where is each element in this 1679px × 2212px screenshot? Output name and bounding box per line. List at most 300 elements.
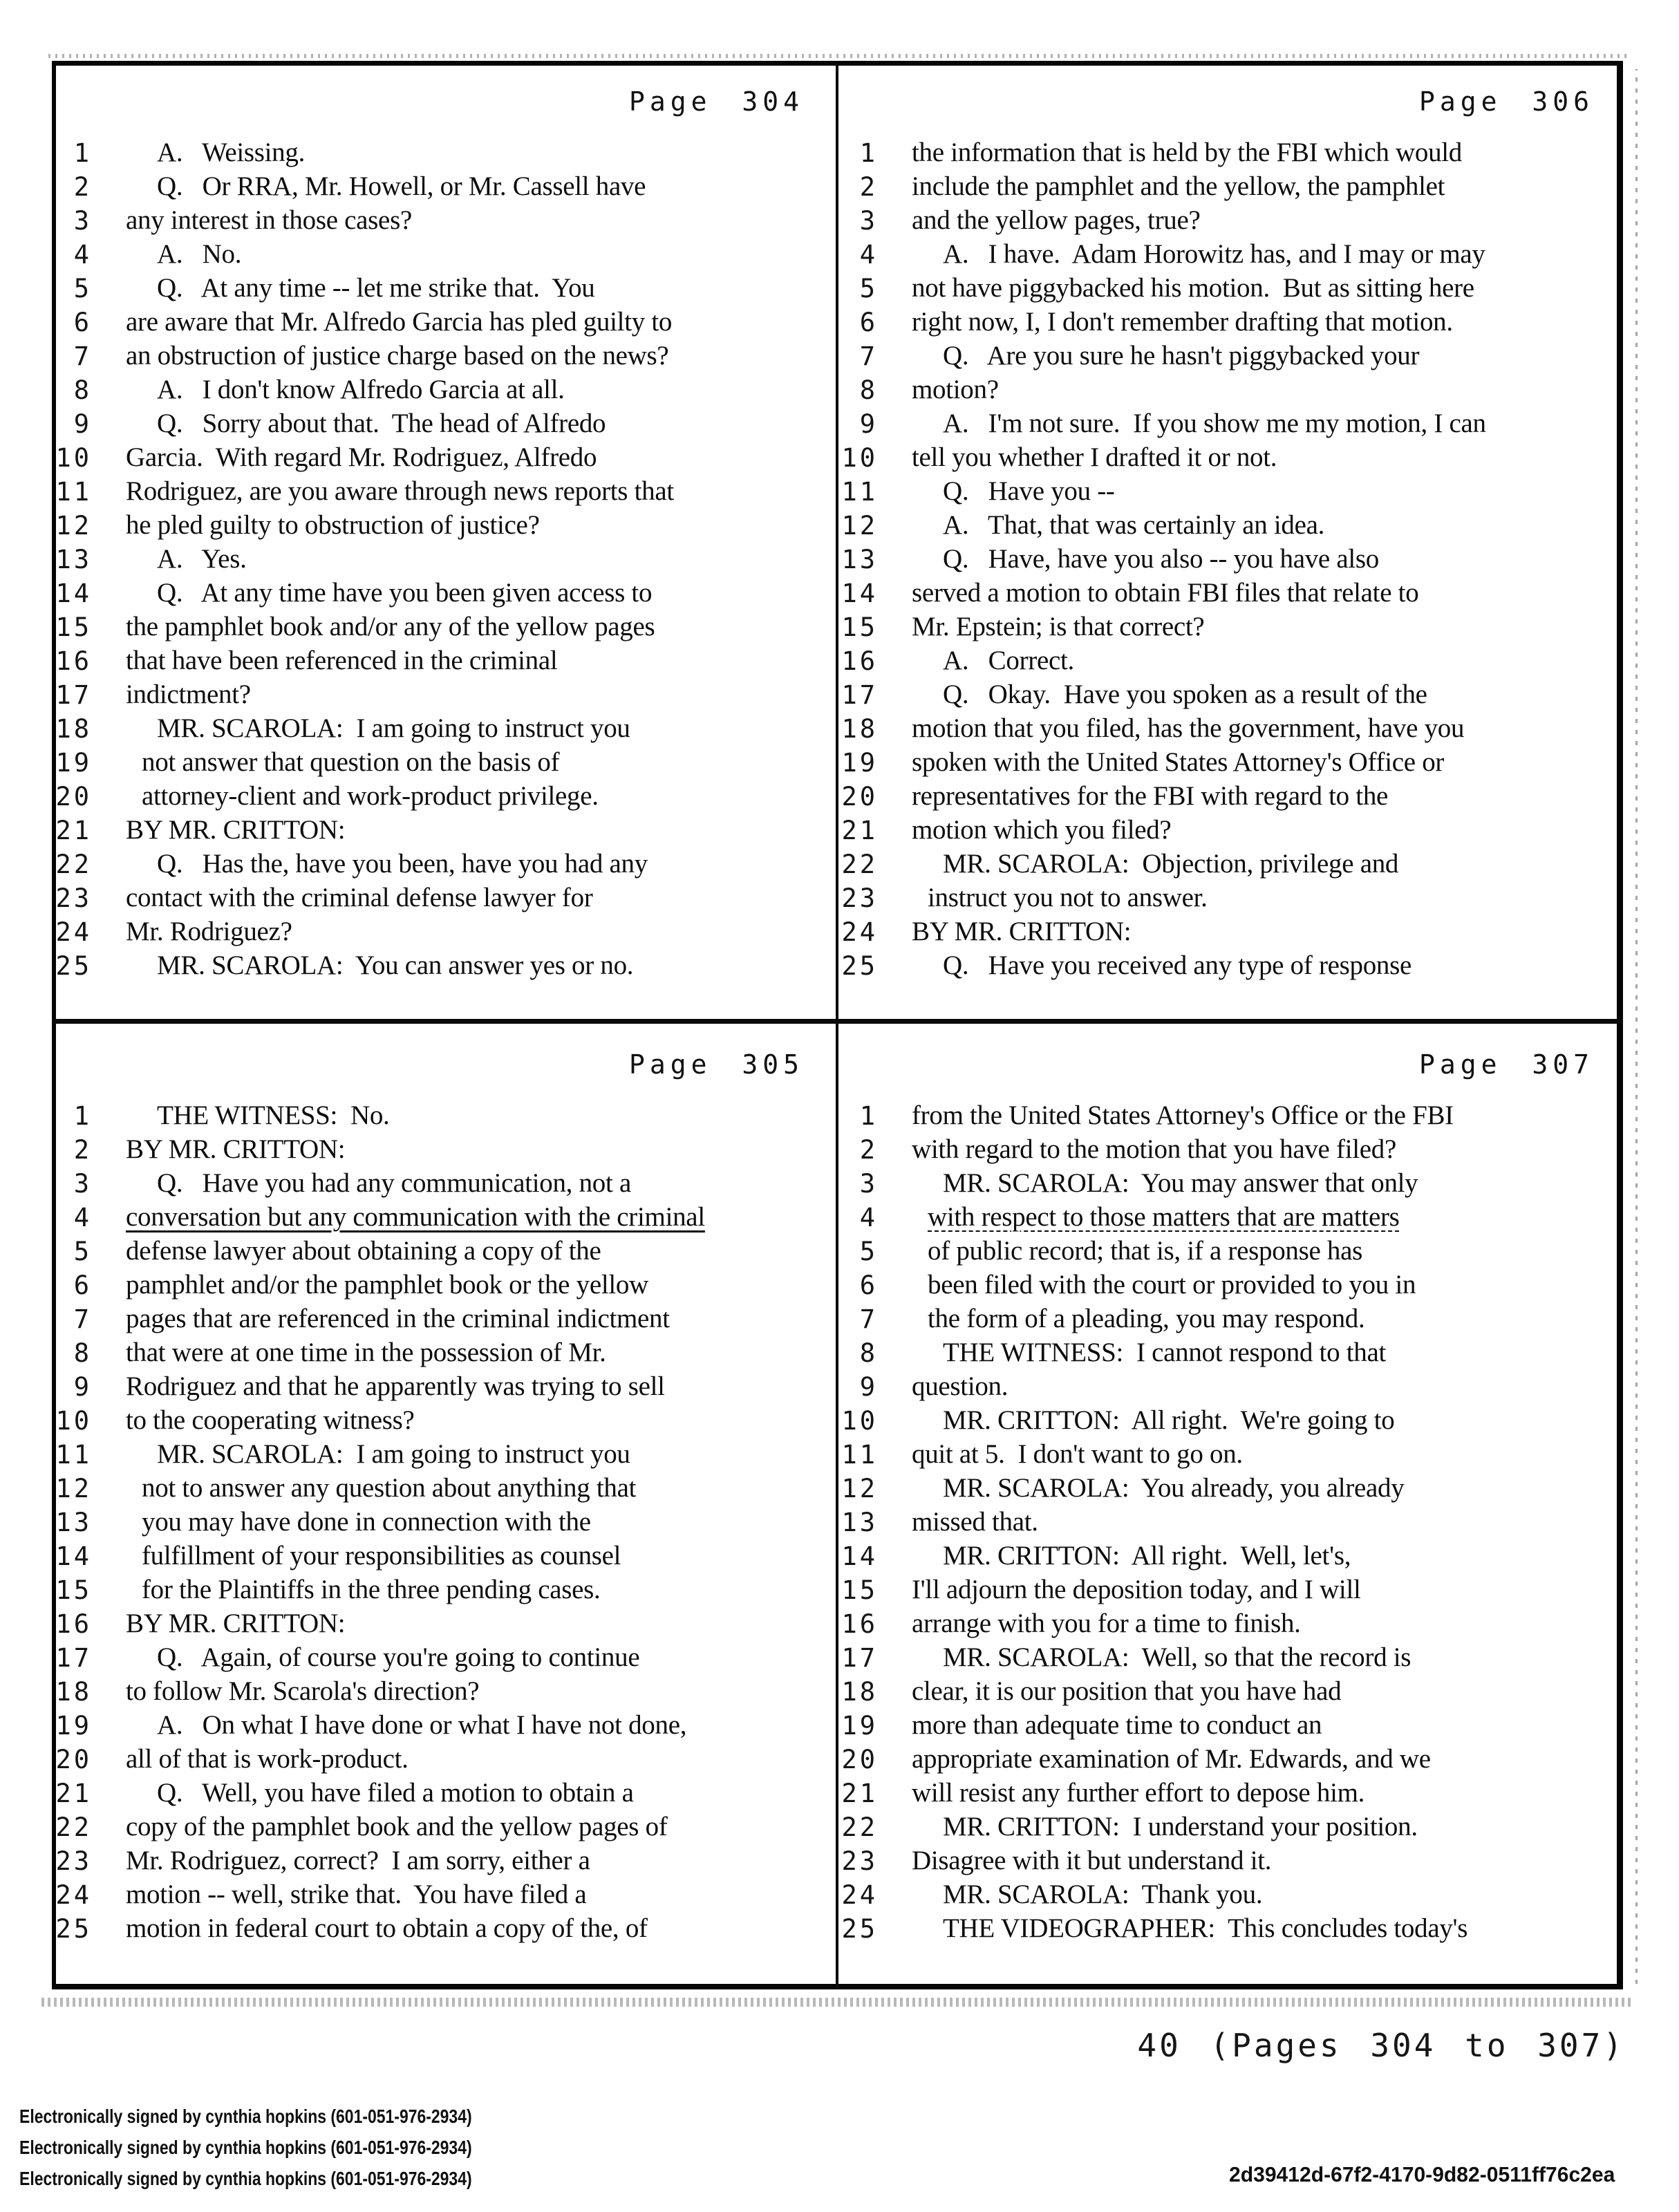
line-number: 17 [55,680,92,710]
transcript-line-text: A. I don't know Alfredo Garcia at all. [157,375,565,404]
line-number: 4 [859,240,878,270]
transcript-line [841,1880,1623,1912]
transcript-line-text: Q. At any time have you been given access to [157,578,653,608]
transcript-line-text: arrange with you for a time to finish. [912,1609,1301,1638]
transcript-line [55,816,833,847]
folio-page-label: 40 (Pages 304 to 307) [1137,2027,1625,2064]
transcript-line [841,375,1623,407]
line-number: 6 [73,1271,92,1300]
scan-noise-band-bottom [41,1998,1631,2007]
page-number-header: Page 305 [628,1049,804,1080]
line-number: 8 [73,375,92,405]
transcript-line [841,1575,1623,1607]
line-number: 18 [841,714,878,744]
line-number: 25 [841,951,878,981]
line-number: 1 [73,138,92,168]
transcript-line-text: the pamphlet book and/or any of the yellow pages [126,612,655,641]
transcript-line-text: motion? [912,375,999,404]
transcript-line [55,850,833,881]
transcript-line [841,409,1623,441]
line-number: 13 [841,545,878,574]
transcript-line [841,1609,1623,1641]
transcript-line-text: instruct you not to answer. [928,883,1208,912]
transcript-line [841,612,1623,644]
transcript-line [55,646,833,678]
transcript-line [841,1372,1623,1404]
transcript-line-text: Q. Has the, have you been, have you had any [157,849,648,879]
transcript-line-text: not answer that question on the basis of [142,747,560,777]
transcript-line-text: copy of the pamphlet book and the yellow pages of [126,1812,668,1841]
transcript-line [841,1643,1623,1675]
line-number: 2 [859,1135,878,1165]
line-number: 9 [73,1372,92,1402]
transcript-line-text: to the cooperating witness? [126,1405,415,1435]
transcript-line-text: Disagree with it but understand it. [912,1846,1272,1875]
transcript-line-text: motion in federal court to obtain a copy of the, of [126,1913,648,1943]
transcript-line-text: Q. Again, of course you're going to continue [157,1642,640,1672]
transcript-line-text: Q. Are you sure he hasn't piggybacked your [943,341,1420,371]
transcript-line-text: pages that are referenced in the criminal indictment [126,1304,670,1333]
transcript-line [841,308,1623,339]
line-number: 19 [841,1711,878,1741]
transcript-line [841,1271,1623,1302]
line-number: 5 [859,274,878,303]
transcript-line-text: for the Plaintiffs in the three pending cases. [142,1575,601,1604]
transcript-line-text: fulfillment of your responsibilities as counsel [142,1541,621,1571]
transcript-line-text: you may have done in connection with the [142,1507,591,1537]
transcript-line-text: with respect to those matters that are matters [928,1202,1400,1232]
transcript-line-text: MR. CRITTON: I understand your position. [943,1812,1418,1841]
scan-noise-band-top [48,54,1628,58]
transcript-line [55,1271,833,1302]
transcript-line [841,579,1623,610]
transcript-line [841,545,1623,577]
line-number: 10 [841,443,878,473]
line-number: 11 [841,477,878,507]
transcript-line-text: BY MR. CRITTON: [126,815,346,845]
line-number: 8 [859,375,878,405]
signature-line: Electronically signed by cynthia hopkins (601-051-976-2934) [19,2168,472,2189]
transcript-line-text: MR. CRITTON: All right. We're going to [943,1405,1395,1435]
transcript-line-text: THE WITNESS: I cannot respond to that [943,1338,1387,1367]
transcript-line [841,172,1623,204]
transcript-line-text: A. That, that was certainly an idea. [943,510,1325,540]
line-number: 7 [859,1304,878,1334]
transcript-line [55,1338,833,1370]
transcript-line-text: question. [912,1371,1009,1401]
line-number: 1 [859,1101,878,1131]
line-number: 22 [55,1812,92,1842]
transcript-line-text: that have been referenced in the criminal [126,646,558,675]
transcript-line [55,206,833,238]
transcript-line [841,443,1623,475]
transcript-line [55,1575,833,1607]
transcript-line [841,1169,1623,1201]
transcript-line-text: Mr. Rodriguez? [126,917,292,946]
transcript-line [841,1846,1623,1878]
line-number: 10 [55,443,92,473]
transcript-line-text: the information that is held by the FBI which would [912,138,1463,167]
transcript-line-text: Q. Have you received any type of response [943,950,1412,980]
transcript-line-text: defense lawyer about obtaining a copy of the [126,1236,601,1266]
transcript-line [55,612,833,644]
transcript-line-text: A. I'm not sure. If you show me my motion, I can [943,409,1486,438]
transcript-line [841,816,1623,847]
line-number: 24 [841,1880,878,1910]
page-number-header: Page 307 [1418,1049,1594,1080]
transcript-line-text: A. No. [157,239,242,269]
transcript-line [841,646,1623,678]
line-number: 16 [55,1609,92,1639]
transcript-line-text: conversation but any communication with the criminal [126,1202,705,1232]
line-number: 6 [859,308,878,337]
transcript-line [841,917,1623,949]
transcript-line [841,206,1623,238]
transcript-line [841,1779,1623,1810]
transcript-line [841,1101,1623,1133]
line-number: 7 [73,341,92,371]
transcript-line-text: MR. SCAROLA: You may answer that only [943,1168,1418,1198]
line-number: 4 [859,1203,878,1232]
line-number: 2 [859,172,878,202]
transcript-line [841,1440,1623,1472]
transcript-line [841,1745,1623,1777]
transcript-line-text: pamphlet and/or the pamphlet book or the yellow [126,1270,648,1300]
transcript-line-text: include the pamphlet and the yellow, the pamphlet [912,171,1445,201]
transcript-line-text: A. Yes. [157,544,247,574]
line-number: 2 [73,1135,92,1165]
transcript-line [55,1711,833,1743]
line-number: 13 [55,545,92,574]
transcript-line [841,1677,1623,1709]
transcript-line-text: the form of a pleading, you may respond. [928,1304,1365,1333]
transcript-line-text: MR. SCAROLA: Thank you. [943,1880,1263,1909]
transcript-line-text: and the yellow pages, true? [912,205,1201,235]
transcript-line [55,1101,833,1133]
line-number: 16 [841,646,878,676]
transcript-line [55,1203,833,1235]
line-number: 4 [73,1203,92,1232]
transcript-line [841,1135,1623,1167]
line-number: 21 [841,816,878,845]
transcript-line [55,1677,833,1709]
transcript-line-text: THE WITNESS: No. [157,1100,390,1130]
line-number: 15 [55,1575,92,1605]
line-number: 22 [841,850,878,879]
transcript-line [841,511,1623,543]
transcript-line-text: A. On what I have done or what I have not done, [157,1710,687,1740]
line-number: 10 [55,1406,92,1436]
transcript-line-text: to follow Mr. Scarola's direction? [126,1676,480,1706]
line-number: 13 [55,1508,92,1537]
transcript-line-text: been filed with the court or provided to you in [928,1270,1416,1300]
transcript-line-text: of public record; that is, if a response has [928,1236,1363,1266]
transcript-line-text: from the United States Attorney's Office or the FBI [912,1100,1454,1130]
line-number: 3 [859,1169,878,1199]
line-number: 12 [841,1474,878,1503]
transcript-line [55,680,833,712]
transcript-line [55,443,833,475]
transcript-line-text: A. I have. Adam Horowitz has, and I may or may [943,239,1485,269]
transcript-line-text: right now, I, I don't remember drafting that motion. [912,307,1453,337]
transcript-line-text: Garcia. With regard Mr. Rodriguez, Alfredo [126,442,597,472]
line-number: 22 [55,850,92,879]
transcript-line [55,714,833,746]
transcript-line [841,274,1623,306]
page-number-header: Page 306 [1418,86,1594,117]
transcript-line-text: MR. SCAROLA: Objection, privilege and [943,849,1399,879]
transcript-line [55,1304,833,1336]
line-number: 3 [859,206,878,236]
line-number: 16 [841,1609,878,1639]
line-number: 21 [841,1779,878,1808]
transcript-line [55,409,833,441]
transcript-line-text: motion -- well, strike that. You have filed a [126,1880,587,1909]
transcript-line [55,951,833,983]
transcript-line-text: are aware that Mr. Alfredo Garcia has pled guilty to [126,307,673,337]
line-number: 23 [841,883,878,913]
line-number: 10 [841,1406,878,1436]
line-number: 15 [55,612,92,642]
transcript-line-text: motion which you filed? [912,815,1172,845]
line-number: 17 [841,1643,878,1673]
line-number: 14 [841,1541,878,1571]
line-number: 14 [841,579,878,608]
transcript-line-text: motion that you filed, has the government, have you [912,713,1465,743]
transcript-line-text: spoken with the United States Attorney's Office or [912,747,1445,777]
transcript-line [841,1237,1623,1268]
transcript-line-text: MR. SCAROLA: You already, you already [943,1473,1405,1503]
line-number: 20 [841,782,878,812]
line-number: 7 [73,1304,92,1334]
transcript-line [841,1812,1623,1844]
line-number: 9 [859,1372,878,1402]
transcript-line-text: MR. SCAROLA: You can answer yes or no. [157,950,634,980]
transcript-line [55,545,833,577]
transcript-line [55,1169,833,1201]
transcript-line-text: I'll adjourn the deposition today, and I will [912,1575,1361,1604]
line-number: 24 [55,917,92,947]
transcript-line [841,1508,1623,1539]
transcript-line [841,477,1623,509]
line-number: 9 [73,409,92,439]
scan-noise-band-right [1635,69,1638,1984]
transcript-line-text: Q. Have you -- [943,476,1115,506]
transcript-line [55,1609,833,1641]
transcript-line [55,1643,833,1675]
line-number: 20 [841,1745,878,1774]
column-divider-line [836,64,838,1988]
transcript-line-text: MR. SCAROLA: I am going to instruct you [157,713,630,743]
transcript-line-text: Q. Well, you have filed a motion to obtain a [157,1778,634,1808]
transcript-line [55,1914,833,1946]
transcript-line [55,240,833,272]
transcript-line [841,714,1623,746]
transcript-line-text: attorney-client and work-product privilege. [142,781,599,811]
transcript-line-text: A. Weissing. [157,138,306,167]
transcript-line-text: Rodriguez, are you aware through news reports that [126,476,674,506]
transcript-line [55,1406,833,1438]
transcript-line [841,138,1623,170]
transcript-line-text: MR. SCAROLA: Well, so that the record is [943,1642,1411,1672]
transcript-line-text: quit at 5. I don't want to go on. [912,1439,1243,1469]
line-number: 8 [73,1338,92,1368]
transcript-line-text: all of that is work-product. [126,1744,409,1774]
transcript-line [841,1406,1623,1438]
line-number: 5 [73,1237,92,1266]
transcript-line-text: Q. Have, have you also -- you have also [943,544,1380,574]
line-number: 12 [841,511,878,541]
transcript-line-text: BY MR. CRITTON: [126,1134,346,1164]
line-number: 6 [859,1271,878,1300]
quadrant-page-307 [841,1029,1623,1986]
transcript-line [55,341,833,373]
line-number: 4 [73,240,92,270]
transcript-line-text: MR. SCAROLA: I am going to instruct you [157,1439,630,1469]
line-number: 19 [841,748,878,778]
transcript-line [55,579,833,610]
transcript-line [841,1914,1623,1946]
line-number: 6 [73,308,92,337]
transcript-line-text: with regard to the motion that you have filed? [912,1134,1396,1164]
transcript-line [55,883,833,915]
quadrant-page-306 [841,66,1623,1017]
line-number: 8 [859,1338,878,1368]
transcript-line [841,951,1623,983]
transcript-line [841,748,1623,780]
line-number: 22 [841,1812,878,1842]
page-number-header: Page 304 [628,86,804,117]
transcript-line-text: will resist any further effort to depose him. [912,1778,1365,1808]
line-number: 17 [55,1643,92,1673]
line-number: 11 [55,1440,92,1470]
transcript-line [841,1474,1623,1506]
transcript-line-text: he pled guilty to obstruction of justice? [126,510,540,540]
transcript-line [55,1812,833,1844]
transcript-line [841,1203,1623,1235]
line-number: 2 [73,172,92,202]
line-number: 3 [73,206,92,236]
line-number: 19 [55,748,92,778]
row-divider-line [52,1019,1623,1024]
transcript-line [841,341,1623,373]
line-number: 25 [55,951,92,981]
transcript-line-text: Q. Sorry about that. The head of Alfredo [157,409,606,438]
line-number: 25 [841,1914,878,1944]
transcript-line-text: served a motion to obtain FBI files that relate to [912,578,1419,608]
transcript-line-text: representatives for the FBI with regard to the [912,781,1389,811]
line-number: 9 [859,409,878,439]
transcript-line-text: more than adequate time to conduct an [912,1710,1322,1740]
transcript-line-text: MR. CRITTON: All right. Well, let's, [943,1541,1351,1571]
transcript-line-text: that were at one time in the possession of Mr. [126,1338,606,1367]
line-number: 20 [55,1745,92,1774]
transcript-line [841,1541,1623,1573]
transcript-line-text: not to answer any question about anything that [142,1473,637,1503]
line-number: 16 [55,646,92,676]
line-number: 15 [841,612,878,642]
line-number: 18 [55,714,92,744]
transcript-line [55,138,833,170]
transcript-line [55,172,833,204]
line-number: 12 [55,511,92,541]
transcript-line [55,1846,833,1878]
transcript-line-text: missed that. [912,1507,1038,1537]
transcript-line [55,1372,833,1404]
transcript-line-text: THE VIDEOGRAPHER: This concludes today's [943,1913,1468,1943]
line-number: 23 [55,1846,92,1876]
line-number: 23 [55,883,92,913]
line-number: 24 [55,1880,92,1910]
transcript-line [55,1541,833,1573]
transcript-line-text: BY MR. CRITTON: [912,917,1132,946]
transcript-line [55,917,833,949]
transcript-line [55,375,833,407]
transcript-line [55,308,833,339]
transcript-line-text: appropriate examination of Mr. Edwards, and we [912,1744,1431,1774]
line-number: 18 [55,1677,92,1707]
line-number: 14 [55,579,92,608]
transcript-line [841,1304,1623,1336]
transcript-line [55,1508,833,1539]
quadrant-page-304 [55,66,833,1017]
transcript-line [55,1440,833,1472]
line-number: 15 [841,1575,878,1605]
transcript-line [55,477,833,509]
transcript-line-text: contact with the criminal defense lawyer for [126,883,593,912]
transcript-line-text: Q. Okay. Have you spoken as a result of the [943,679,1427,709]
transcript-line [841,782,1623,814]
document-id: 2d39412d-67f2-4170-9d82-0511ff76c2ea [1229,2162,1615,2186]
transcript-line-text: not have piggybacked his motion. But as sitting here [912,273,1474,303]
transcript-line-text: indictment? [126,679,251,709]
line-number: 20 [55,782,92,812]
line-number: 25 [55,1914,92,1944]
transcript-line-text: BY MR. CRITTON: [126,1609,346,1638]
transcript-line [55,782,833,814]
line-number: 14 [55,1541,92,1571]
line-number: 7 [859,341,878,371]
line-number: 5 [859,1237,878,1266]
transcript-line [841,850,1623,881]
transcript-line [55,511,833,543]
line-number: 11 [55,477,92,507]
line-number: 1 [859,138,878,168]
transcript-line-text: Q. Have you had any communication, not a [157,1168,631,1198]
line-number: 21 [55,816,92,845]
line-number: 23 [841,1846,878,1876]
line-number: 19 [55,1711,92,1741]
transcript-line [841,240,1623,272]
line-number: 3 [73,1169,92,1199]
signature-line: Electronically signed by cynthia hopkins (601-051-976-2934) [19,2137,472,2158]
transcript-line-text: clear, it is our position that you have had [912,1676,1342,1706]
transcript-line [55,1779,833,1810]
transcript-line-text: Mr. Rodriguez, correct? I am sorry, either a [126,1846,590,1875]
line-number: 18 [841,1677,878,1707]
line-number: 1 [73,1101,92,1131]
quadrant-page-305 [55,1029,833,1986]
transcript-line-text: Mr. Epstein; is that correct? [912,612,1205,641]
transcript-line [841,680,1623,712]
transcript-line [841,1338,1623,1370]
line-number: 17 [841,680,878,710]
transcript-line [55,748,833,780]
signature-line: Electronically signed by cynthia hopkins (601-051-976-2934) [19,2106,472,2127]
line-number: 13 [841,1508,878,1537]
transcript-line-text: Q. Or RRA, Mr. Howell, or Mr. Cassell have [157,171,646,201]
line-number: 21 [55,1779,92,1808]
